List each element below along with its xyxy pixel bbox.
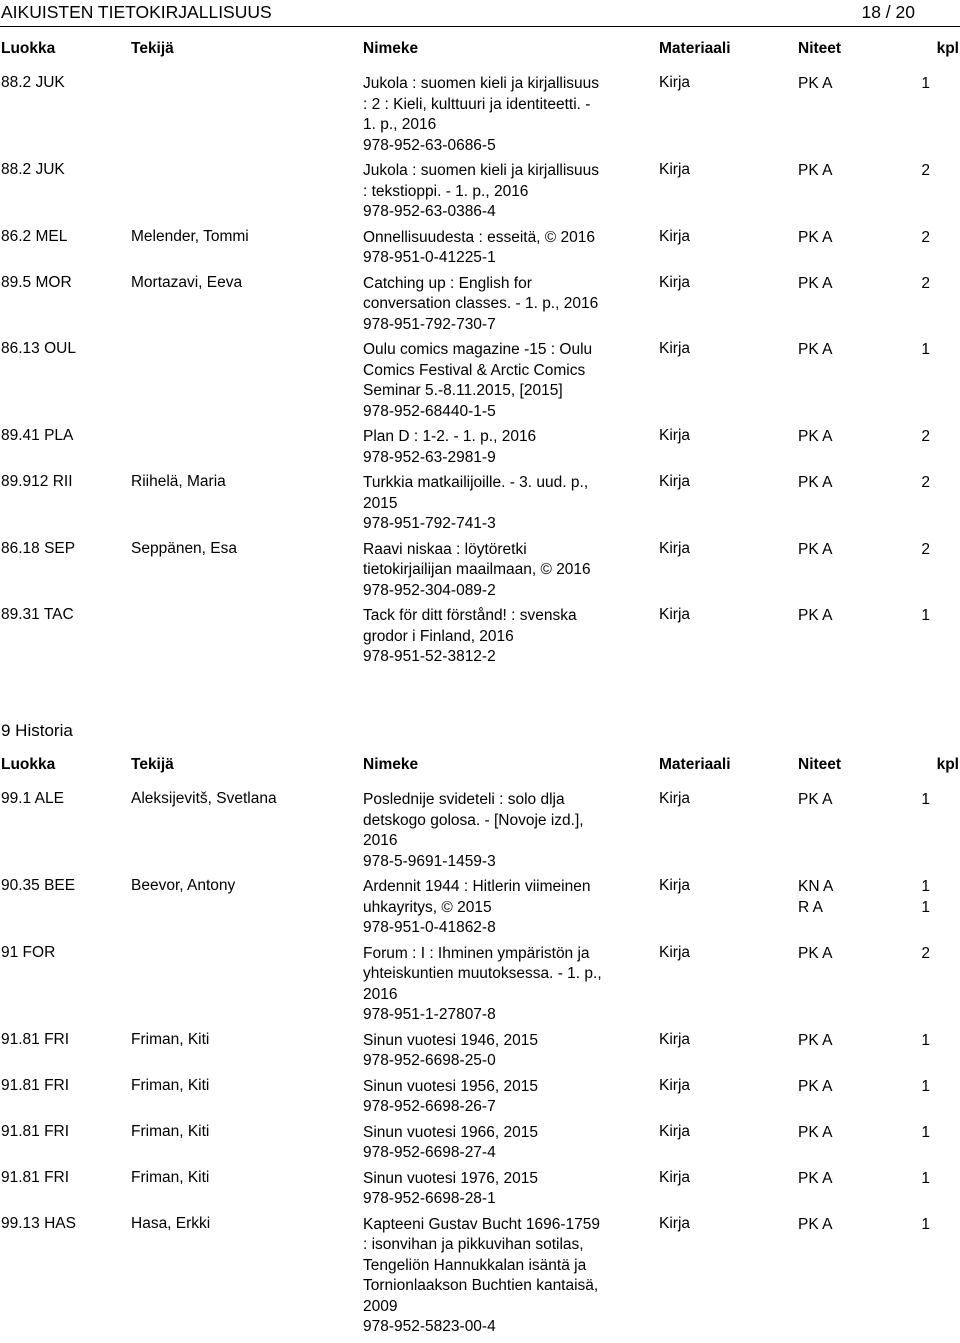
kpl-cell — [921, 473, 930, 494]
niteet-line: PK A — [798, 540, 833, 558]
kpl-line: 1 — [921, 607, 930, 624]
kpl-line: 1 — [921, 878, 930, 895]
nimeke-line: : isonvihan ja pikkuvihan sotilas, — [363, 1236, 584, 1253]
niteet-line: PK A — [798, 1215, 833, 1233]
col-niteet: Niteet — [798, 40, 842, 57]
nimeke-line: 978-951-792-741-3 — [363, 515, 496, 532]
nimeke-line: Jukola : suomen kieli ja kirjallisuus — [363, 75, 600, 92]
table-row — [0, 1123, 960, 1169]
nimeke-line: 978-5-9691-1459-3 — [363, 852, 496, 870]
luokka-cell: 88.2 JUK — [1, 161, 65, 178]
materiaali-cell: Kirja — [659, 1030, 691, 1048]
kpl-cell — [921, 1169, 930, 1190]
col-kpl: kpl — [936, 756, 959, 773]
nimeke-line: Tack för ditt förstånd! : svenska — [363, 607, 577, 624]
materiaali-cell: Kirja — [659, 161, 691, 178]
table-row — [0, 1215, 960, 1343]
niteet-cell — [798, 1215, 832, 1236]
materiaali-cell: Kirja — [659, 877, 691, 894]
niteet-cell — [798, 1123, 832, 1144]
nimeke-cell — [363, 1077, 625, 1118]
niteet-line: KN A — [798, 878, 834, 895]
niteet-line: PK A — [798, 162, 833, 179]
nimeke-cell — [363, 1169, 625, 1210]
nimeke-cell — [363, 473, 625, 535]
nimeke-line: 2016 — [363, 985, 398, 1003]
kpl-line: 1 — [921, 341, 930, 358]
nimeke-line: Plan D : 1-2. - 1. p., 2016 — [363, 428, 537, 445]
col-luokka: Luokka — [1, 40, 56, 57]
nimeke-cell — [363, 540, 625, 602]
table-row — [0, 1077, 960, 1123]
niteet-line: PK A — [798, 607, 833, 624]
nimeke-line: tietokirjailijan maailmaan, © 2016 — [363, 561, 591, 578]
niteet-line: PK A — [798, 944, 833, 962]
niteet-line: PK A — [798, 1031, 833, 1049]
nimeke-line: 978-952-63-2981-9 — [363, 448, 496, 466]
materiaali-cell: Kirja — [659, 943, 691, 961]
table-row — [0, 877, 960, 944]
niteet-line: PK A — [798, 474, 833, 491]
kpl-cell — [921, 877, 930, 918]
kpl-line: 2 — [921, 474, 930, 491]
page-number: 18 / 20 — [861, 2, 915, 22]
tekija-cell: Friman, Kiti — [131, 1168, 210, 1186]
nimeke-line: detskogo golosa. - [Novoje izd.], — [363, 811, 584, 829]
luokka-cell: 99.13 HAS — [1, 1214, 76, 1232]
nimeke-line: Turkkia matkailijoille. - 3. uud. p., — [363, 474, 589, 491]
section-1-table — [0, 40, 960, 673]
niteet-cell — [798, 1169, 832, 1190]
niteet-cell — [798, 161, 832, 182]
kpl-cell — [921, 228, 930, 249]
kpl-line: 2 — [921, 162, 930, 179]
col-nimeke: Nimeke — [363, 756, 419, 773]
table-row — [0, 340, 960, 427]
luokka-cell: 91.81 FRI — [1, 1030, 70, 1048]
nimeke-line: Forum : I : Ihminen ympäristön ja — [363, 944, 590, 962]
kpl-cell — [921, 606, 930, 627]
tekija-cell: Friman, Kiti — [131, 1122, 210, 1140]
nimeke-line: : tekstioppi. - 1. p., 2016 — [363, 182, 529, 200]
tekija-cell: Hasa, Erkki — [131, 1214, 211, 1232]
nimeke-line: 978-952-68440-1-5 — [363, 402, 496, 420]
niteet-cell — [798, 944, 832, 965]
table-row — [0, 540, 960, 607]
nimeke-line: 978-952-6698-25-0 — [363, 1052, 496, 1069]
nimeke-line: conversation classes. - 1. p., 2016 — [363, 295, 599, 312]
niteet-cell — [798, 427, 832, 448]
nimeke-cell — [363, 274, 625, 336]
nimeke-line: Jukola : suomen kieli ja kirjallisuus — [363, 162, 600, 179]
tekija-cell: Friman, Kiti — [131, 1030, 210, 1048]
luokka-cell: 91.81 FRI — [1, 1168, 70, 1186]
nimeke-line: Tengeliön Hannukkalan isäntä ja — [363, 1256, 587, 1274]
niteet-cell — [798, 606, 832, 627]
nimeke-line: 978-951-0-41862-8 — [363, 919, 496, 936]
materiaali-cell: Kirja — [659, 539, 691, 557]
niteet-cell — [798, 228, 832, 249]
niteet-line: PK A — [798, 1169, 833, 1187]
materiaali-cell: Kirja — [659, 1168, 691, 1186]
page-header — [0, 0, 960, 27]
niteet-cell — [798, 877, 833, 918]
nimeke-cell — [363, 1215, 625, 1338]
tekija-cell: Riihelä, Maria — [131, 473, 226, 490]
nimeke-line: Oulu comics magazine -15 : Oulu — [363, 341, 593, 358]
col-luokka: Luokka — [1, 756, 56, 773]
kpl-line: 1 — [921, 1077, 930, 1095]
col-materiaali: Materiaali — [659, 756, 731, 773]
nimeke-line: 2016 — [363, 832, 398, 849]
kpl-line: 1 — [921, 1123, 930, 1141]
luokka-cell: 91 FOR — [1, 943, 56, 961]
niteet-cell — [798, 1031, 832, 1052]
tekija-cell: Seppänen, Esa — [131, 539, 238, 557]
kpl-cell — [921, 540, 930, 561]
nimeke-line: 978-952-6698-26-7 — [363, 1098, 496, 1115]
table-row — [0, 161, 960, 228]
col-tekija: Tekijä — [131, 756, 174, 773]
nimeke-line: 978-951-52-3812-2 — [363, 648, 496, 665]
nimeke-line: Sinun vuotesi 1976, 2015 — [363, 1169, 538, 1187]
nimeke-cell — [363, 427, 625, 468]
niteet-line: PK A — [798, 228, 833, 246]
niteet-line: PK A — [798, 428, 833, 445]
luokka-cell: 86.18 SEP — [1, 539, 76, 557]
niteet-line: PK A — [798, 274, 833, 292]
nimeke-line: 978-952-63-0386-4 — [363, 203, 496, 220]
kpl-cell — [921, 161, 930, 182]
nimeke-line: Catching up : English for — [363, 274, 532, 292]
table-header — [0, 756, 960, 790]
luokka-cell: 86.2 MEL — [1, 227, 68, 245]
table-row — [0, 790, 960, 877]
niteet-cell — [798, 274, 832, 295]
kpl-cell — [921, 74, 930, 95]
niteet-line: PK A — [798, 791, 833, 808]
kpl-cell — [921, 790, 930, 811]
materiaali-cell: Kirja — [659, 427, 691, 444]
kpl-cell — [921, 1215, 930, 1236]
col-niteet: Niteet — [798, 756, 842, 773]
table-row — [0, 944, 960, 1031]
nimeke-line: yhteiskuntien muutoksessa. - 1. p., — [363, 965, 602, 982]
kpl-line: 1 — [921, 791, 930, 808]
table-row — [0, 606, 960, 673]
nimeke-cell — [363, 161, 625, 223]
niteet-line: PK A — [798, 1077, 833, 1095]
nimeke-line: 978-952-5823-00-4 — [363, 1318, 496, 1335]
nimeke-line: 978-951-792-730-7 — [363, 315, 496, 333]
kpl-line: 2 — [921, 274, 930, 292]
niteet-cell — [798, 540, 832, 561]
nimeke-line: 2015 — [363, 494, 398, 512]
materiaali-cell: Kirja — [659, 606, 691, 623]
col-kpl: kpl — [936, 40, 959, 57]
nimeke-line: Sinun vuotesi 1966, 2015 — [363, 1123, 538, 1141]
nimeke-cell — [363, 1123, 625, 1164]
nimeke-line: Ardennit 1944 : Hitlerin viimeinen — [363, 878, 591, 895]
nimeke-line: 978-952-304-089-2 — [363, 581, 496, 599]
materiaali-cell: Kirja — [659, 790, 691, 807]
tekija-cell: Aleksijevitš, Svetlana — [131, 790, 277, 807]
nimeke-line: Tornionlaakson Buchtien kantaisä, — [363, 1277, 599, 1294]
kpl-cell — [921, 1077, 930, 1098]
kpl-cell — [921, 274, 930, 295]
kpl-line: 2 — [921, 228, 930, 246]
table-row — [0, 274, 960, 341]
luokka-cell: 89.31 TAC — [1, 606, 74, 623]
nimeke-line: grodor i Finland, 2016 — [363, 627, 514, 645]
col-materiaali: Materiaali — [659, 40, 731, 57]
nimeke-cell — [363, 1031, 625, 1072]
section-2-table — [0, 756, 960, 1343]
nimeke-cell — [363, 228, 625, 269]
kpl-line: 2 — [921, 944, 930, 962]
luokka-cell: 90.35 BEE — [1, 877, 76, 894]
nimeke-cell — [363, 606, 625, 668]
materiaali-cell: Kirja — [659, 473, 691, 490]
col-nimeke: Nimeke — [363, 40, 419, 57]
nimeke-cell — [363, 790, 625, 872]
nimeke-line: Seminar 5.-8.11.2015, [2015] — [363, 382, 563, 399]
tekija-cell: Mortazavi, Eeva — [131, 273, 243, 291]
table-header — [0, 40, 960, 74]
nimeke-line: Raavi niskaa : löytöretki — [363, 540, 527, 558]
nimeke-line: Onnellisuudesta : esseitä, © 2016 — [363, 228, 596, 246]
section-title: 9 Historia — [1, 721, 73, 740]
luokka-cell: 89.912 RII — [1, 473, 73, 490]
kpl-line: 1 — [921, 75, 930, 92]
nimeke-line: 978-951-0-41225-1 — [363, 249, 496, 266]
luokka-cell: 99.1 ALE — [1, 790, 64, 807]
kpl-cell — [921, 340, 930, 361]
kpl-line: 2 — [921, 428, 930, 445]
nimeke-line: 978-952-63-0686-5 — [363, 136, 496, 154]
niteet-cell — [798, 340, 832, 361]
nimeke-cell — [363, 340, 625, 422]
luokka-cell: 91.81 FRI — [1, 1122, 70, 1140]
nimeke-line: 978-951-1-27807-8 — [363, 1006, 496, 1023]
materiaali-cell: Kirja — [659, 1214, 691, 1232]
table-row — [0, 1031, 960, 1077]
niteet-cell — [798, 473, 832, 494]
nimeke-cell — [363, 944, 625, 1026]
niteet-line: PK A — [798, 341, 833, 358]
luokka-cell: 91.81 FRI — [1, 1076, 70, 1094]
nimeke-line: 2009 — [363, 1297, 398, 1315]
kpl-line: 1 — [921, 1031, 930, 1049]
kpl-cell — [921, 1123, 930, 1144]
kpl-line: 1 — [921, 1215, 930, 1233]
table-row — [0, 228, 960, 274]
luokka-cell: 89.41 PLA — [1, 427, 74, 444]
table-row — [0, 473, 960, 540]
document-title: AIKUISTEN TIETOKIRJALLISUUS — [1, 2, 272, 22]
niteet-line: R A — [798, 898, 823, 916]
kpl-cell — [921, 944, 930, 965]
tekija-cell: Friman, Kiti — [131, 1076, 210, 1094]
kpl-line: 2 — [921, 540, 930, 558]
luokka-cell: 86.13 OUL — [1, 340, 76, 357]
luokka-cell: 89.5 MOR — [1, 273, 72, 291]
materiaali-cell: Kirja — [659, 74, 691, 91]
kpl-line: 1 — [921, 1169, 930, 1187]
kpl-cell — [921, 1031, 930, 1052]
nimeke-cell — [363, 877, 625, 939]
nimeke-line: Sinun vuotesi 1946, 2015 — [363, 1031, 538, 1049]
luokka-cell: 88.2 JUK — [1, 74, 65, 91]
niteet-line: PK A — [798, 1123, 833, 1141]
nimeke-line: Kapteeni Gustav Bucht 1696-1759 — [363, 1215, 600, 1233]
materiaali-cell: Kirja — [659, 340, 691, 357]
tekija-cell: Melender, Tommi — [131, 227, 249, 245]
nimeke-line: Poslednije svideteli : solo dlja — [363, 791, 565, 808]
table-row — [0, 427, 960, 473]
niteet-line: PK A — [798, 75, 833, 92]
materiaali-cell: Kirja — [659, 273, 691, 291]
niteet-cell — [798, 1077, 832, 1098]
niteet-cell — [798, 74, 832, 95]
tekija-cell: Beevor, Antony — [131, 877, 236, 894]
materiaali-cell: Kirja — [659, 1076, 691, 1094]
col-tekija: Tekijä — [131, 40, 174, 57]
niteet-cell — [798, 790, 832, 811]
nimeke-line: Comics Festival & Arctic Comics — [363, 361, 586, 379]
materiaali-cell: Kirja — [659, 1122, 691, 1140]
nimeke-cell — [363, 74, 625, 156]
table-row — [0, 74, 960, 161]
table-row — [0, 1169, 960, 1215]
nimeke-line: 1. p., 2016 — [363, 116, 437, 133]
nimeke-line: : 2 : Kieli, kulttuuri ja identiteetti. - — [363, 95, 591, 113]
kpl-cell — [921, 427, 930, 448]
nimeke-line: 978-952-6698-27-4 — [363, 1144, 496, 1161]
kpl-line: 1 — [921, 898, 930, 916]
materiaali-cell: Kirja — [659, 227, 691, 245]
nimeke-line: 978-952-6698-28-1 — [363, 1190, 496, 1207]
nimeke-line: uhkayritys, © 2015 — [363, 898, 492, 916]
nimeke-line: Sinun vuotesi 1956, 2015 — [363, 1077, 538, 1095]
